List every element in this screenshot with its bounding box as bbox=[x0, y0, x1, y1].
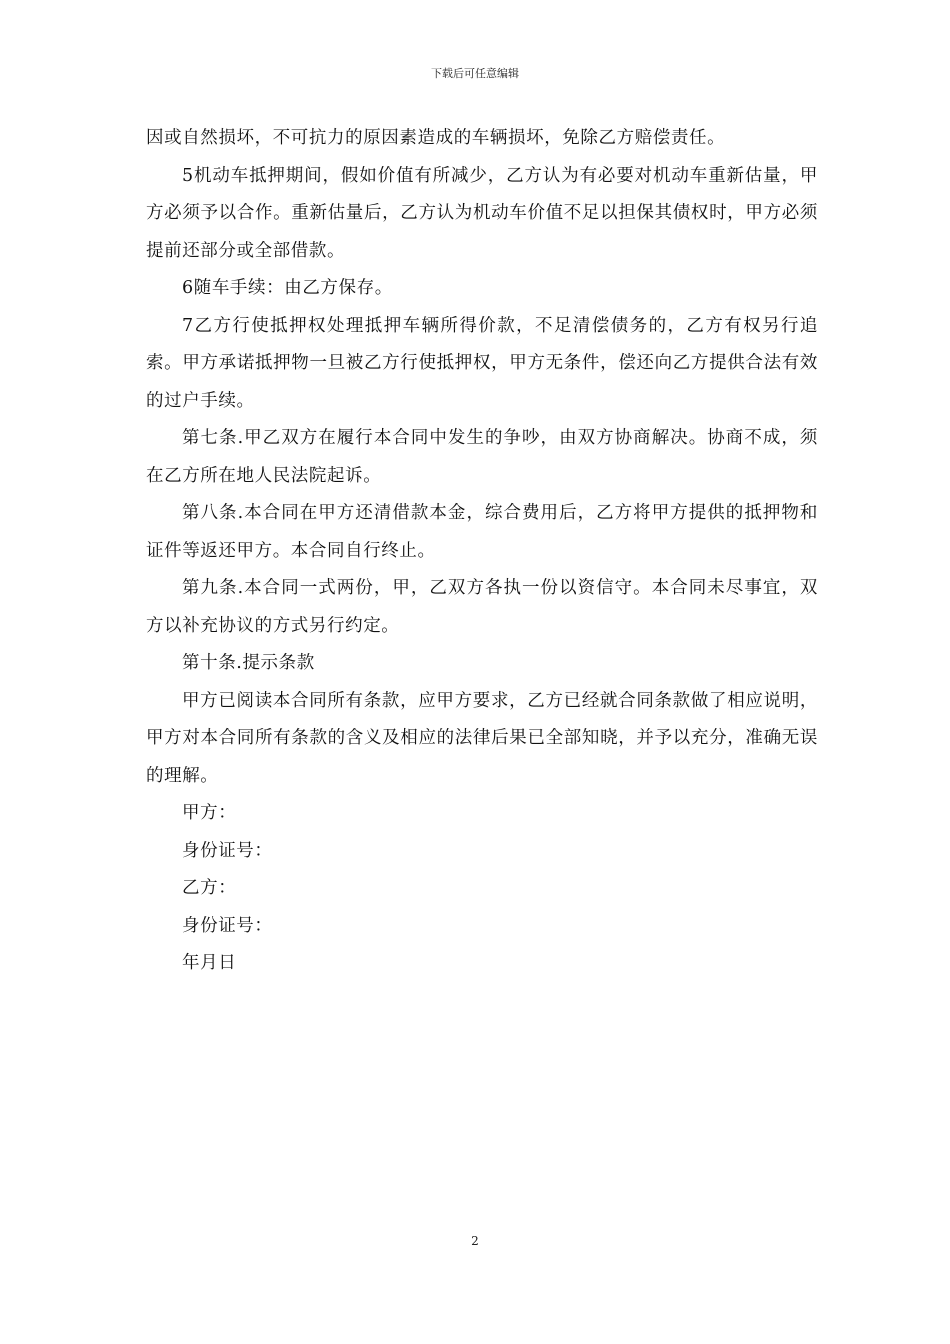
paragraph-damage-exemption: 因或自然损坏，不可抗力的原因素造成的车辆损坏，免除乙方赔偿责任。 bbox=[146, 128, 726, 148]
paragraph-article-9-copies: 第九条.本合同一式两份，甲，乙双方各执一份以资信守。本合同未尽事宜，双方以补充协议的方式另行约定。 bbox=[146, 578, 818, 636]
signature-party-b-id: 身份证号： bbox=[182, 915, 273, 936]
paragraph-clause-5-revaluation: 5机动车抵押期间，假如价值有所减少，乙方认为有必要对机动车重新估量，甲方必须予以合作。重新估量后，乙方认为机动车价值不足以担保其债权时，甲方必须提前还部分或全部借款。 bbox=[146, 165, 818, 261]
signature-party-a: 甲方： bbox=[182, 803, 237, 823]
document-body bbox=[146, 120, 818, 983]
signature-party-a-id: 身份证号： bbox=[182, 840, 273, 861]
page-header: 下载后可任意编辑 bbox=[431, 67, 519, 80]
page-number: 2 bbox=[471, 1234, 479, 1248]
paragraph-article-10-heading: 第十条.提示条款 bbox=[182, 653, 315, 673]
signature-party-b: 乙方： bbox=[182, 878, 237, 898]
paragraph-article-8-termination: 第八条.本合同在甲方还清借款本金，综合费用后，乙方将甲方提供的抵押物和证件等返还甲方。本合同自行终止。 bbox=[146, 503, 818, 561]
paragraph-article-10-notice: 甲方已阅读本合同所有条款，应甲方要求，乙方已经就合同条款做了相应说明，甲方对本合同所有条款的含义及相应的法律后果已全部知晓，并予以充分，准确无误的理解。 bbox=[146, 690, 818, 786]
paragraph-clause-6-documents: 6随车手续：由乙方保存。 bbox=[182, 278, 393, 298]
paragraph-clause-7-recourse: 7乙方行使抵押权处理抵押车辆所得价款，不足清偿债务的，乙方有权另行追索。甲方承诺抵押物一旦被乙方行使抵押权，甲方无条件，偿还向乙方提供合法有效的过户手续。 bbox=[146, 315, 818, 411]
paragraph-article-7-disputes: 第七条.甲乙双方在履行本合同中发生的争吵，由双方协商解决。协商不成，须在乙方所在地人民法院起诉。 bbox=[146, 428, 818, 486]
signature-date: 年月日 bbox=[182, 953, 237, 973]
